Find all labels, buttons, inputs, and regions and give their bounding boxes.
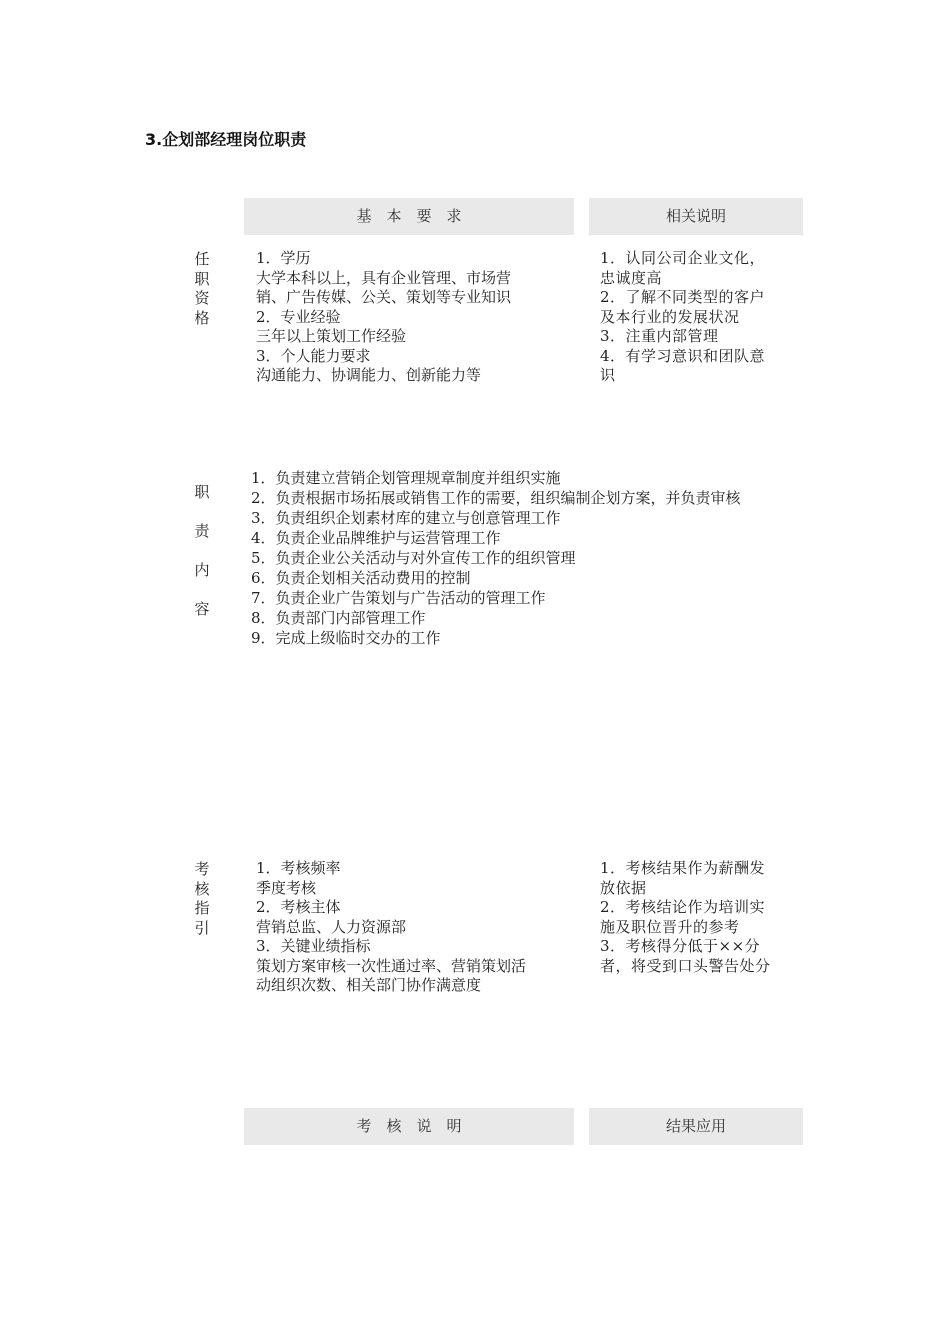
list-item: 大学本科以上，具有企业管理、市场营 (256, 268, 512, 287)
assessment-results (600, 859, 771, 976)
list-item: 1．认同公司企业文化， (600, 249, 766, 267)
list-item: 施及职位晋升的参考 (600, 917, 740, 936)
list-item: 4．负责企业品牌维护与运营管理工作 (251, 529, 501, 547)
label-char: 内 (194, 561, 210, 579)
list-item: 3．注重内部管理 (600, 327, 719, 345)
list-item: 者，将受到口头警告处分 (600, 956, 771, 975)
label-char: 任 (194, 250, 210, 268)
qualification-requirements (256, 249, 511, 386)
list-item: 3．个人能力要求 (256, 346, 371, 365)
list-item: 销、广告传媒、公关、策划等专业知识 (256, 288, 512, 306)
list-item: 2．考核结论作为培训实 (600, 898, 766, 916)
list-item: 忠诚度高 (600, 268, 663, 287)
list-item: 动组织次数、相关部门协作满意度 (256, 976, 482, 994)
section-label-qualification (192, 250, 212, 328)
list-item: 1．考核频率 (256, 859, 341, 877)
list-item: 三年以上策划工作经验 (256, 327, 407, 345)
duties-list (251, 468, 741, 648)
header-result-application: 结果应用 (589, 1108, 803, 1145)
list-item: 3．考核得分低于××分 (600, 937, 761, 955)
list-item: 营销总监、人力资源部 (256, 917, 407, 936)
list-item: 1．学历 (256, 249, 311, 267)
list-item: 2．了解不同类型的客户 (600, 288, 766, 306)
label-char: 职 (194, 269, 210, 288)
list-item: 5．负责企业公关活动与对外宣传工作的组织管理 (251, 549, 576, 567)
list-item: 2．专业经验 (256, 307, 341, 326)
list-item: 放依据 (600, 878, 647, 897)
list-item: 策划方案审核一次性通过率、营销策划活 (256, 956, 527, 975)
qualification-notes (600, 249, 765, 386)
list-item: 1．考核结果作为薪酬发 (600, 859, 766, 877)
assessment-details (256, 859, 526, 996)
label-char: 容 (194, 600, 210, 618)
list-item: 7．负责企业广告策划与广告活动的管理工作 (251, 589, 546, 607)
list-item: 9．完成上级临时交办的工作 (251, 629, 441, 647)
section-label-duties (192, 473, 212, 629)
list-item: 季度考核 (256, 878, 317, 897)
list-item: 6．负责企划相关活动费用的控制 (251, 569, 471, 587)
header-assessment-notes: 考 核 说 明 (244, 1108, 574, 1145)
list-item: 4．有学习意识和团队意 (600, 346, 766, 365)
header-related-notes: 相关说明 (589, 198, 803, 235)
label-char: 核 (194, 879, 210, 898)
list-item: 沟通能力、协调能力、创新能力等 (256, 366, 482, 384)
list-item: 2．负责根据市场拓展或销售工作的需要，组织编制企划方案，并负责审核 (251, 489, 741, 507)
label-char: 资 (194, 289, 210, 307)
header-basic-requirements: 基 本 要 求 (244, 198, 574, 235)
page-title: 3.企划部经理岗位职责 (145, 130, 307, 149)
label-char: 引 (194, 918, 210, 937)
label-char: 职 (194, 483, 210, 501)
label-char: 指 (194, 899, 210, 917)
label-char: 考 (194, 860, 210, 878)
label-char: 责 (194, 522, 210, 540)
list-item: 1．负责建立营销企划管理规章制度并组织实施 (251, 469, 561, 487)
section-label-assessment (192, 860, 212, 938)
list-item: 2．考核主体 (256, 898, 341, 916)
list-item: 8．负责部门内部管理工作 (251, 609, 426, 627)
list-item: 识 (600, 366, 616, 384)
label-char: 格 (194, 308, 210, 327)
list-item: 3．负责组织企划素材库的建立与创意管理工作 (251, 509, 561, 527)
list-item: 3．关键业绩指标 (256, 937, 371, 955)
list-item: 及本行业的发展状况 (600, 307, 740, 326)
